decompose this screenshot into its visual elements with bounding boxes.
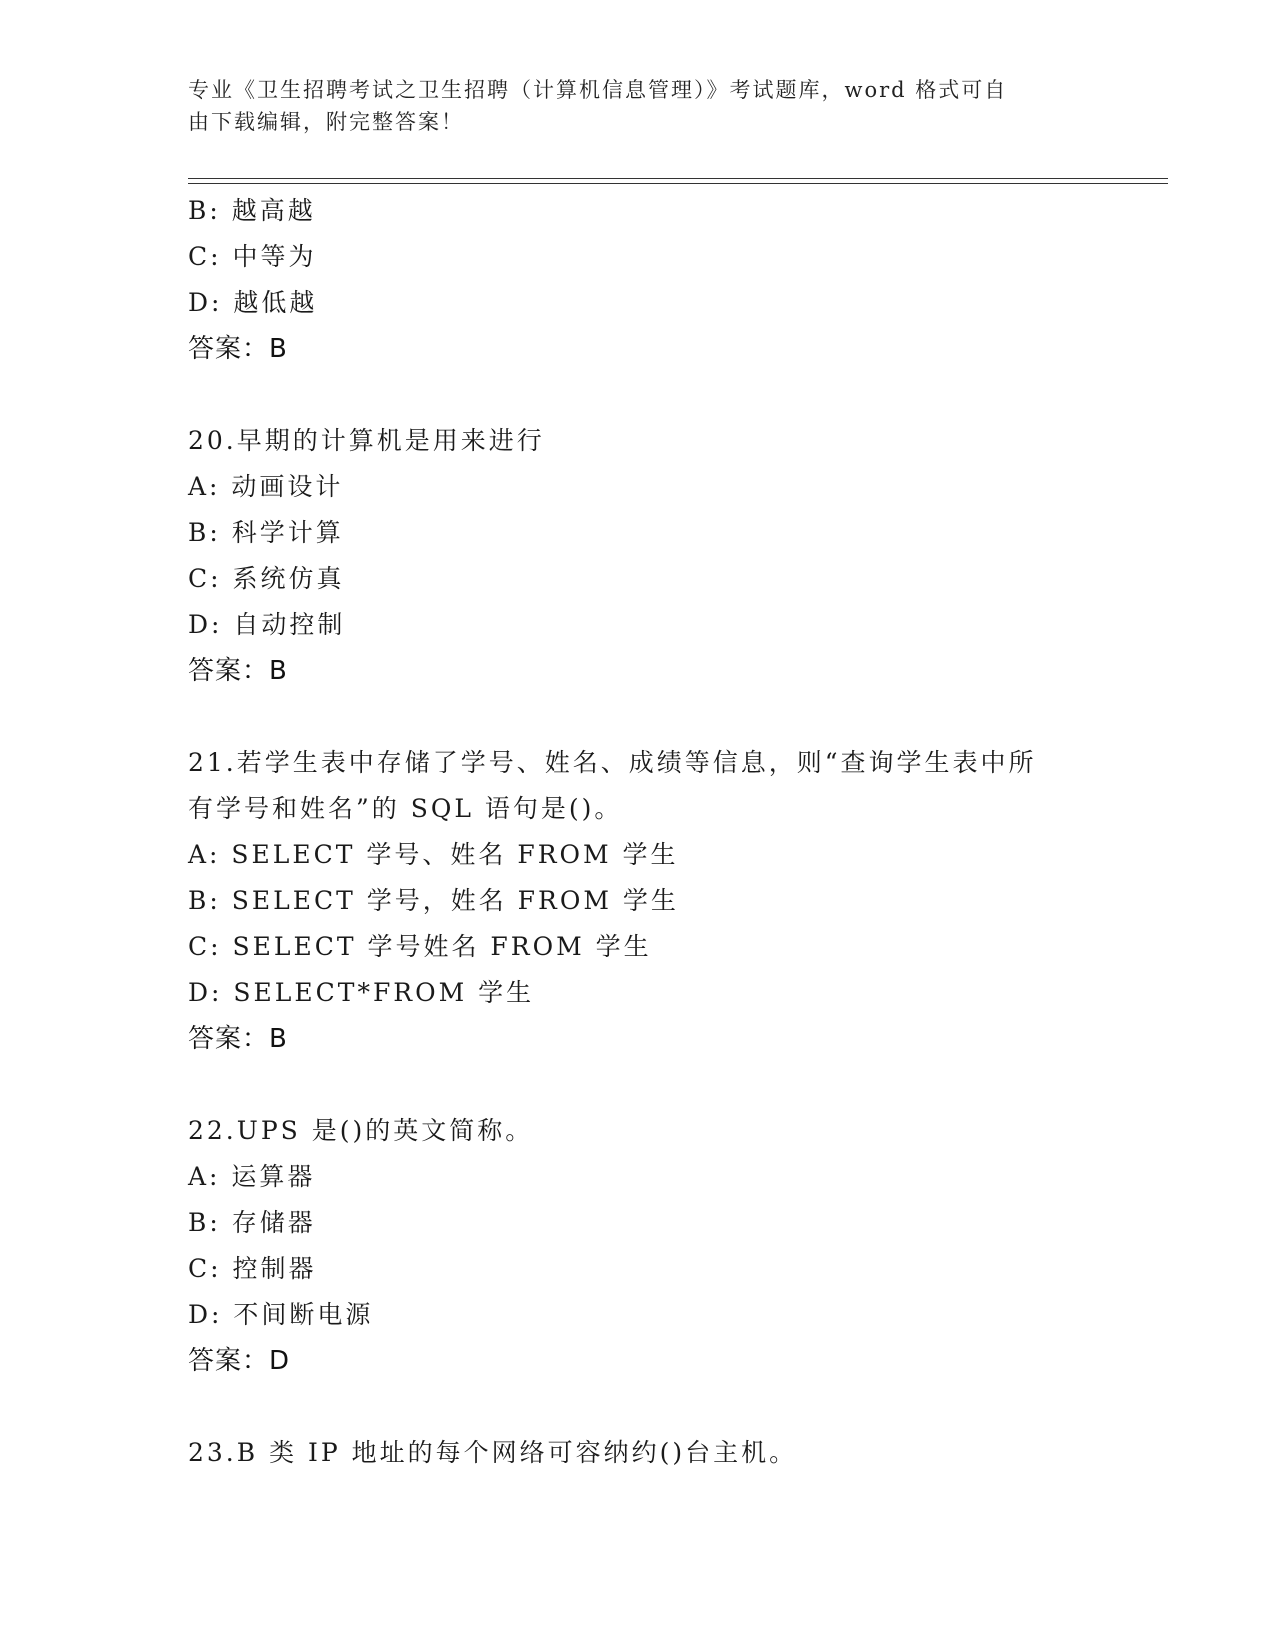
option-b: B: SELECT 学号，姓名 FROM 学生	[188, 886, 679, 915]
header-line-2: 由下载编辑，附完整答案！	[188, 110, 464, 134]
answer-line: 答案：B	[188, 1024, 288, 1054]
option-c: C: 中等为	[188, 242, 317, 271]
option-a: A: 动画设计	[188, 472, 344, 501]
option-a: A: SELECT 学号、姓名 FROM 学生	[188, 840, 679, 869]
question-stem-continued: 有学号和姓名”的 SQL 语句是()。	[188, 794, 623, 823]
question-stem: 20.早期的计算机是用来进行	[188, 426, 545, 455]
question-22	[188, 1108, 1088, 1384]
option-c: C: 控制器	[188, 1254, 317, 1283]
header-line-1: 专业《卫生招聘考试之卫生招聘（计算机信息管理）》考试题库，word 格式可自	[188, 78, 1008, 102]
question-21	[188, 740, 1088, 1062]
header-divider-bottom	[188, 183, 1168, 184]
question-stem: 21.若学生表中存储了学号、姓名、成绩等信息，则“查询学生表中所	[188, 748, 1037, 777]
header-divider-top	[188, 178, 1168, 179]
answer-line: 答案：D	[188, 1346, 291, 1376]
option-b: B: 存储器	[188, 1208, 316, 1237]
option-d: D: 不间断电源	[188, 1300, 374, 1329]
option-d: D: 越低越	[188, 288, 318, 317]
option-c: C: SELECT 学号姓名 FROM 学生	[188, 932, 652, 961]
question-stem: 22.UPS 是()的英文简称。	[188, 1116, 534, 1145]
option-b: B: 科学计算	[188, 518, 344, 547]
question-20	[188, 418, 1088, 694]
option-c: C: 系统仿真	[188, 564, 345, 593]
option-d: D: 自动控制	[188, 610, 346, 639]
question-23	[188, 1430, 1088, 1476]
option-a: A: 运算器	[188, 1162, 316, 1191]
option-b: B: 越高越	[188, 196, 316, 225]
answer-line: 答案：B	[188, 656, 288, 686]
question-list	[188, 188, 1088, 1476]
answer-line: 答案：B	[188, 334, 288, 364]
document-header	[188, 74, 1068, 138]
option-d: D: SELECT*FROM 学生	[188, 978, 535, 1007]
question-stem: 23.B 类 IP 地址的每个网络可容纳约()台主机。	[188, 1438, 798, 1467]
question-partial	[188, 188, 1088, 372]
